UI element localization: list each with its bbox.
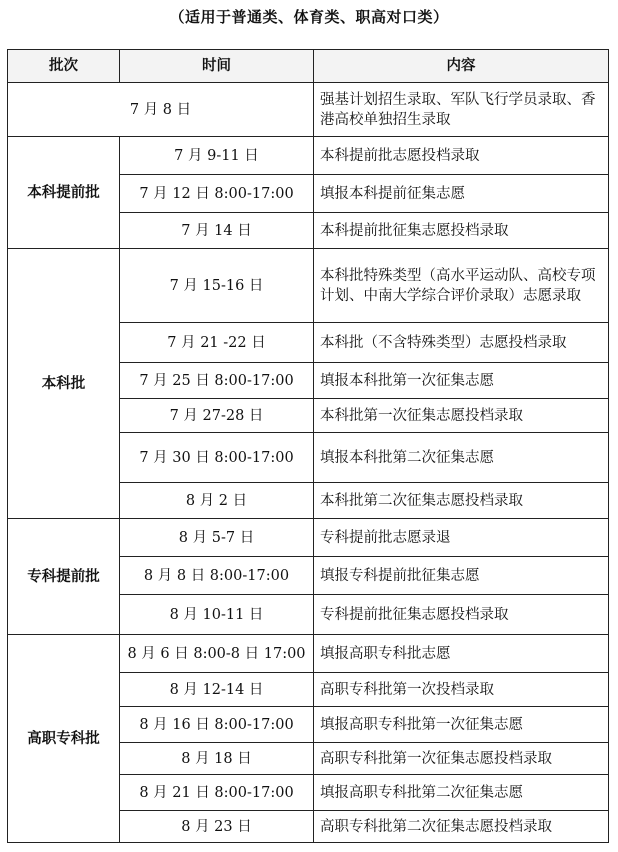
batch-cell: 专科提前批 [8,519,120,635]
page-subtitle: （适用于普通类、体育类、职高对口类） [169,8,449,26]
table-row [8,137,609,175]
time-cell: 7 月 14 日 [120,213,314,249]
content-cell: 填报高职专科批第二次征集志愿 [314,775,609,811]
content-cell: 专科提前批志愿录退 [314,519,609,557]
table-header-row [8,50,609,83]
batch-cell: 本科批 [8,249,120,519]
table-row [8,519,609,557]
time-cell: 7 月 12 日 8:00-17:00 [120,175,314,213]
time-cell: 8 月 23 日 [120,811,314,843]
header-batch: 批次 [8,50,120,83]
time-cell: 8 月 21 日 8:00-17:00 [120,775,314,811]
content-cell: 本科批第一次征集志愿投档录取 [314,399,609,433]
content-cell: 填报本科提前征集志愿 [314,175,609,213]
content-cell: 本科批（不含特殊类型）志愿投档录取 [314,323,609,363]
header-content: 内容 [314,50,609,83]
content-cell: 高职专科批第一次征集志愿投档录取 [314,743,609,775]
batch-cell: 本科提前批 [8,137,120,249]
time-cell: 7 月 15-16 日 [120,249,314,323]
time-cell: 7 月 21 -22 日 [120,323,314,363]
table-row [8,635,609,673]
content-cell: 本科提前批志愿投档录取 [314,137,609,175]
content-cell: 高职专科批第二次征集志愿投档录取 [314,811,609,843]
content-cell: 高职专科批第一次投档录取 [314,673,609,707]
time-cell: 8 月 18 日 [120,743,314,775]
content-cell: 填报高职专科批志愿 [314,635,609,673]
time-cell: 7 月 27-28 日 [120,399,314,433]
time-cell: 8 月 2 日 [120,483,314,519]
content-cell: 本科提前批征集志愿投档录取 [314,213,609,249]
time-cell: 8 月 5-7 日 [120,519,314,557]
content-cell: 填报高职专科批第一次征集志愿 [314,707,609,743]
content-cell: 填报本科批第一次征集志愿 [314,363,609,399]
content-cell: 本科批第二次征集志愿投档录取 [314,483,609,519]
batch-cell: 高职专科批 [8,635,120,843]
content-cell: 填报专科提前批征集志愿 [314,557,609,595]
content-cell: 本科批特殊类型（高水平运动队、高校专项计划、中南大学综合评价录取）志愿录取 [314,249,609,323]
admission-schedule-table [7,49,609,843]
time-cell: 8 月 6 日 8:00-8 日 17:00 [120,635,314,673]
time-cell: 8 月 16 日 8:00-17:00 [120,707,314,743]
table-row [8,83,609,137]
content-cell: 专科提前批征集志愿投档录取 [314,595,609,635]
time-cell: 7 月 8 日 [8,83,314,137]
time-cell: 7 月 25 日 8:00-17:00 [120,363,314,399]
table-row [8,249,609,323]
time-cell: 8 月 8 日 8:00-17:00 [120,557,314,595]
time-cell: 7 月 9-11 日 [120,137,314,175]
time-cell: 8 月 10-11 日 [120,595,314,635]
time-cell: 7 月 30 日 8:00-17:00 [120,433,314,483]
content-cell: 填报本科批第二次征集志愿 [314,433,609,483]
content-cell: 强基计划招生录取、军队飞行学员录取、香港高校单独招生录取 [314,83,609,137]
header-time: 时间 [120,50,314,83]
time-cell: 8 月 12-14 日 [120,673,314,707]
